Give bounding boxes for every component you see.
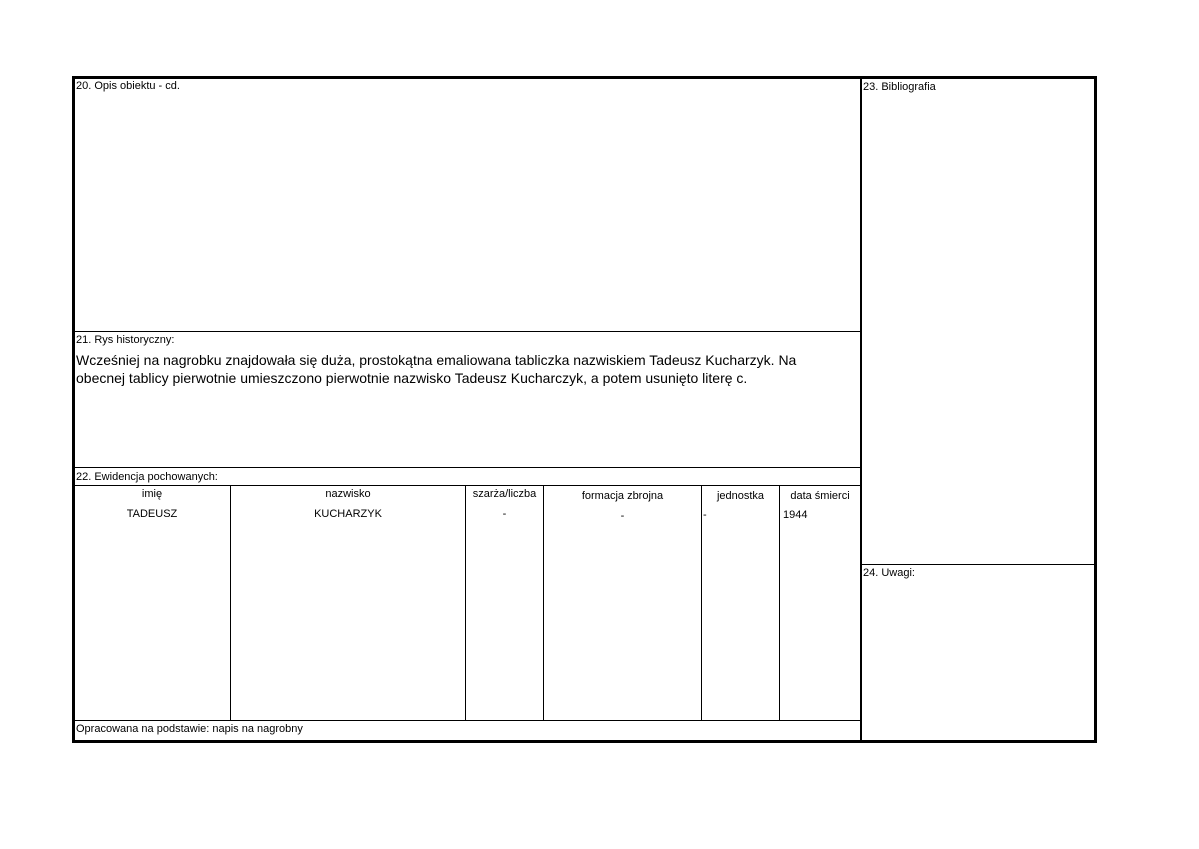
cell-nazwisko: KUCHARZYK — [314, 508, 382, 520]
col-header-jednostka: jednostka — [716, 490, 765, 502]
section-divider-bibliografia-uwagi — [861, 564, 1095, 565]
col-header-imie: imię — [141, 488, 163, 500]
rys-label: 21. Rys historyczny: — [76, 334, 175, 346]
column-divider — [860, 78, 862, 743]
col-header-nazwisko: nazwisko — [325, 488, 371, 500]
bottom-thick-line — [74, 740, 860, 742]
table-col-line-2 — [465, 486, 466, 720]
col-header-szarza: szarża/liczba — [472, 488, 537, 500]
bibliografia-label: 23. Bibliografia — [863, 81, 936, 93]
table-col-line-4 — [701, 486, 702, 720]
section-divider-opis-rys — [74, 331, 860, 332]
cell-data-smierci: 1944 — [783, 509, 808, 521]
uwagi-label: 24. Uwagi: — [863, 567, 915, 579]
form-card-frame — [72, 76, 1097, 743]
ewidencja-label: 22. Ewidencja pochowanych: — [76, 471, 218, 483]
source-note: Opracowana na podstawie: napis na nagrobny — [76, 723, 303, 735]
cell-formacja: - — [620, 510, 625, 522]
table-footer-line — [74, 720, 860, 721]
table-header-top-line — [74, 485, 860, 486]
rys-text-line-1: Wcześniej na nagrobku znajdowała się duża, prostokątna emaliowana tabliczka nazwiskiem Tadeusz Kucharzyk. Na — [76, 352, 797, 368]
table-col-line-5 — [779, 486, 780, 720]
col-header-formacja: formacja zbrojna — [581, 490, 664, 502]
opis-label: 20. Opis obiektu - cd. — [76, 80, 180, 92]
cell-imie: TADEUSZ — [126, 508, 178, 520]
cell-szarza: - — [502, 508, 507, 520]
rys-text-line-2: obecnej tablicy pierwotnie umieszczono pierwotnie nazwisko Tadeusz Kucharczyk, a potem usunięto literę c. — [76, 370, 748, 386]
section-divider-rys-ewidencja — [74, 467, 860, 468]
col-header-data-smierci: data śmierci — [790, 490, 850, 502]
cell-jednostka: - — [703, 509, 707, 521]
table-col-line-1 — [230, 486, 231, 720]
